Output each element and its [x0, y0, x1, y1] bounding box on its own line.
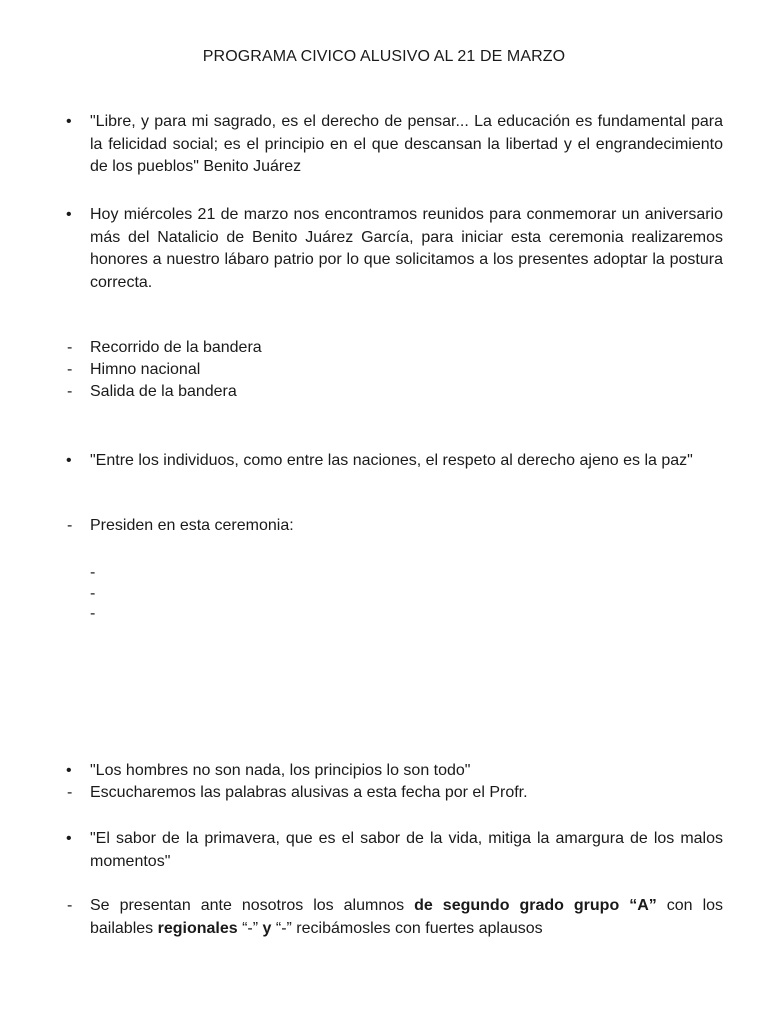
dash-icon: -	[67, 339, 73, 356]
quote-primavera: "El sabor de la primavera, que es el sabor de la vida, mitiga la amargura de los malos momentos"	[90, 830, 723, 870]
dash-icon: -	[67, 361, 73, 378]
presiden-blank-3: -	[90, 605, 96, 622]
quote-principios: "Los hombres no son nada, los principios lo son todo"	[90, 762, 471, 779]
alumnos-text-1: Se presentan ante nosotros los alumnos	[90, 897, 415, 914]
honores-item-salida: Salida de la bandera	[90, 383, 237, 400]
alumnos-regionales: regionales	[157, 919, 238, 937]
alumnos-y: y	[262, 919, 272, 937]
honores-item-recorrido: Recorrido de la bandera	[90, 339, 262, 356]
quote-respeto-derecho-ajeno: "Entre los individuos, como entre las naciones, el respeto al derecho ajeno es la paz"	[90, 452, 693, 469]
quote-juarez-libertad: "Libre, y para mi sagrado, es el derecho de pensar... La educación es fundamental para la felicidad social; es el principio en el que descansan la libertad y el engrandecimiento de los pueblos" Benito Juárez	[90, 113, 723, 175]
dash-icon: -	[67, 383, 73, 400]
alumnos-presentacion	[90, 895, 723, 940]
presiden-ceremonia: Presiden en esta ceremonia:	[90, 517, 294, 534]
page-title: PROGRAMA CIVICO ALUSIVO AL 21 DE MARZO	[202, 48, 566, 65]
presiden-blank-1: -	[90, 564, 96, 581]
presiden-blank-2: -	[90, 585, 96, 602]
bullet-icon: •	[66, 452, 72, 469]
bullet-icon: •	[66, 830, 72, 847]
bullet-icon: •	[66, 762, 72, 779]
alumnos-text-3: “-”	[237, 919, 263, 937]
palabras-alusivas: Escucharemos las palabras alusivas a esta fecha por el Profr.	[90, 784, 528, 801]
alumnos-grupo: de segundo grado grupo “A”	[414, 897, 657, 914]
bullet-icon: •	[66, 113, 72, 130]
alumnos-text-4: “-” recibámosles con fuertes aplausos	[271, 919, 543, 937]
dash-icon: -	[67, 517, 73, 534]
dash-icon: -	[67, 784, 73, 801]
intro-paragraph: Hoy miércoles 21 de marzo nos encontramos reunidos para conmemorar un aniversario más del Natalicio de Benito Juárez García, para iniciar esta ceremonia realizaremos honores a nuestro lábaro patrio por lo que solicitamos a los presentes adoptar la postura correcta.	[90, 206, 723, 291]
bullet-icon: •	[66, 206, 72, 223]
alumnos-text-2: con los bailables	[90, 897, 724, 937]
dash-icon: -	[67, 897, 73, 914]
honores-item-himno: Himno nacional	[90, 361, 201, 378]
